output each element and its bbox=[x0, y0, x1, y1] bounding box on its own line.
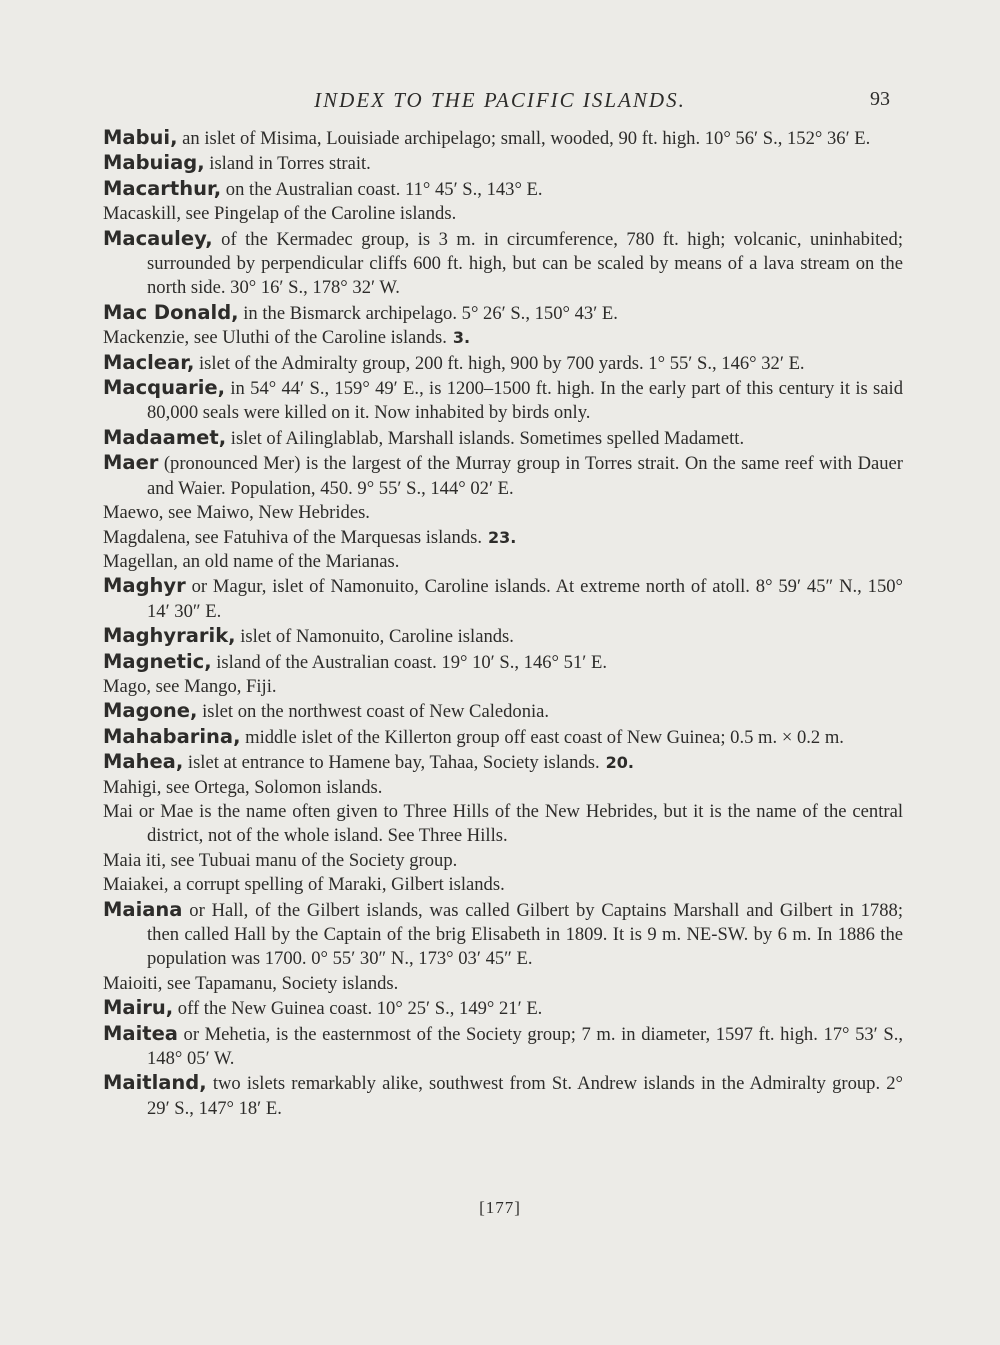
entry-headword: Mahea, bbox=[103, 750, 184, 774]
entry-text: islet on the northwest coast of New Caledonia. bbox=[197, 701, 550, 723]
entry-text: island of the Australian coast. 19° 10′ S., 146° 51′ E. bbox=[211, 651, 607, 673]
running-header: INDEX TO THE PACIFIC ISLANDS. bbox=[314, 88, 686, 112]
entry-text: middle islet of the Killerton group off east coast of New Guinea; 0.5 m. × 0.2 m. bbox=[240, 726, 844, 748]
index-entry bbox=[103, 202, 903, 226]
entry-text: islet of Ailinglablab, Marshall islands. Sometimes spelled Madamett. bbox=[226, 427, 745, 449]
index-entry bbox=[103, 776, 903, 800]
index-entry bbox=[103, 849, 903, 873]
entry-text: (pronounced Mer) is the largest of the Murray group in Torres strait. On the same reef with Dauer and Waier. Population, 450. 9° 55′ S., 144° 02′ E. bbox=[147, 453, 903, 499]
index-entry bbox=[103, 227, 903, 301]
index-entry bbox=[103, 972, 903, 996]
entry-headword: Mackenzie, bbox=[103, 327, 190, 349]
entry-headword: Maiakei, bbox=[103, 874, 169, 896]
index-entry bbox=[103, 151, 903, 176]
entry-headword: Maclear, bbox=[103, 350, 195, 374]
index-entry bbox=[103, 177, 903, 202]
entry-text: see Ortega, Solomon islands. bbox=[161, 776, 383, 798]
index-entry bbox=[103, 699, 903, 724]
entry-headword: Maewo, bbox=[103, 502, 164, 524]
entry-headword: Maia iti, bbox=[103, 849, 166, 871]
entry-text: or Magur, islet of Namonuito, Caroline islands. At extreme north of atoll. 8° 59′ 45″ N., 150° 14′ 30″ E. bbox=[147, 576, 903, 622]
index-entry bbox=[103, 650, 903, 675]
index-entry bbox=[103, 451, 903, 501]
entry-text: island in Torres strait. bbox=[204, 153, 371, 175]
index-entry bbox=[103, 996, 903, 1021]
entry-headword: Madaamet, bbox=[103, 425, 227, 449]
index-entry bbox=[103, 501, 903, 525]
entry-text: a corrupt spelling of Maraki, Gilbert islands. bbox=[168, 874, 505, 896]
entry-headword: Maiana bbox=[103, 897, 183, 921]
entry-text: in the Bismarck archipelago. 5° 26′ S., 150° 43′ E. bbox=[238, 302, 618, 324]
index-entry bbox=[103, 301, 903, 326]
entry-text: see Mango, Fiji. bbox=[151, 675, 277, 697]
entry-text: or Mehetia, is the easternmost of the Society group; 7 m. in diameter, 1597 ft. high. 17° 53′ S., 148° 05′ W. bbox=[147, 1023, 903, 1070]
entry-headword: Macaskill, bbox=[103, 203, 181, 225]
page-number: 93 bbox=[870, 88, 890, 110]
entry-headword: Macarthur, bbox=[103, 176, 222, 200]
entry-text: an old name of the Marianas. bbox=[177, 550, 400, 572]
entry-text: islet of the Admiralty group, 200 ft. high, 900 by 700 yards. 1° 55′ S., 146° 32′ E. bbox=[194, 352, 805, 374]
entry-text: islet of Namonuito, Caroline islands. bbox=[235, 626, 514, 648]
signature-mark: [177] bbox=[479, 1198, 521, 1217]
entry-headword: Mahigi, bbox=[103, 776, 162, 798]
entry-headword: Maitea bbox=[103, 1021, 178, 1045]
entry-headword: Maghyrarik, bbox=[103, 624, 236, 648]
index-entry bbox=[103, 426, 903, 451]
entry-text: see Uluthi of the Caroline islands. bbox=[189, 327, 447, 349]
entry-text: islet at entrance to Hamene bay, Tahaa, Society islands. bbox=[183, 752, 600, 774]
entry-headword: Maitland, bbox=[103, 1071, 207, 1095]
index-entry bbox=[103, 873, 903, 897]
entry-text: see Pingelap of the Caroline islands. bbox=[180, 203, 457, 225]
entry-headword: Maghyr bbox=[103, 574, 186, 598]
index-entry bbox=[103, 550, 903, 574]
entry-headword: Mairu, bbox=[103, 996, 174, 1020]
index-entry bbox=[103, 376, 903, 426]
entry-map-number: 20. bbox=[605, 753, 634, 773]
entry-text: an islet of Misima, Louisiade archipelago; small, wooded, 90 ft. high. 10° 56′ S., 152° 36′ E. bbox=[177, 128, 871, 149]
entry-headword: Maioiti, bbox=[103, 972, 163, 994]
index-entry bbox=[103, 750, 903, 775]
entry-text: see Tubuai manu of the Society group. bbox=[166, 849, 458, 871]
index-entry bbox=[103, 800, 903, 849]
entry-text: in 54° 44′ S., 159° 49′ E., is 1200–1500 ft. high. In the early part of this century it is said 80,000 seals were killed on it. Now inhabited by birds only. bbox=[147, 378, 903, 424]
entry-text: see Tapamanu, Society islands. bbox=[162, 972, 399, 994]
index-entry bbox=[103, 526, 903, 550]
entry-text: on the Australian coast. 11° 45′ S., 143° E. bbox=[221, 178, 543, 200]
index-entry bbox=[103, 898, 903, 972]
index-entry bbox=[103, 1071, 903, 1121]
entry-headword: Magellan, bbox=[103, 550, 178, 572]
index-entry bbox=[103, 126, 903, 151]
entry-headword: Macauley, bbox=[103, 226, 213, 250]
entry-headword: Magnetic, bbox=[103, 649, 212, 673]
index-entry bbox=[103, 326, 903, 350]
entry-text: or Hall, of the Gilbert islands, was called Gilbert by Captains Marshall and Gilbert in 1788; then called Hall by the Captain of the brig Elisabeth in 1809. It is 9 m. NE-SW. by 6 m. In 1886 the population was 1700. 0° 55′ 30″ N., 173° 03′ 45″ E. bbox=[147, 899, 903, 970]
index-entry bbox=[103, 351, 903, 376]
index-entries bbox=[103, 126, 903, 1121]
entry-headword: Macquarie, bbox=[103, 376, 226, 400]
entry-map-number: 3. bbox=[452, 328, 471, 348]
entry-headword: Maer bbox=[103, 451, 159, 475]
entry-headword: Mabuiag, bbox=[103, 151, 205, 175]
entry-text: off the New Guinea coast. 10° 25′ S., 149° 21′ E. bbox=[173, 998, 543, 1020]
entry-text: see Maiwo, New Hebrides. bbox=[163, 502, 370, 524]
entry-headword: Magone, bbox=[103, 699, 198, 723]
entry-map-number: 23. bbox=[488, 527, 517, 547]
entry-headword: Magdalena, bbox=[103, 526, 191, 548]
index-entry bbox=[103, 1022, 903, 1072]
entry-text: two islets remarkably alike, southwest from St. Andrew islands in the Admiralty group. 2° 29′ S., 147° 18′ E. bbox=[147, 1073, 903, 1119]
index-entry bbox=[103, 725, 903, 750]
index-entry bbox=[103, 574, 903, 624]
index-entry bbox=[103, 675, 903, 699]
entry-headword: Mac Donald, bbox=[103, 300, 239, 324]
entry-headword: Mabui, bbox=[103, 126, 178, 149]
entry-headword: Mago, bbox=[103, 675, 152, 697]
entry-headword: Mai bbox=[103, 800, 133, 822]
index-entry bbox=[103, 624, 903, 649]
entry-text: see Fatuhiva of the Marquesas islands. bbox=[190, 526, 483, 548]
entry-headword: Mahabarina, bbox=[103, 724, 241, 748]
entry-text: of the Kermadec group, is 3 m. in circumference, 780 ft. high; volcanic, uninhabited; surrounded by perpendicular cliffs 600 ft. high, but can be scaled by means of a lava stream on the north side. 30° 16′ S., 178° 32′ W. bbox=[147, 228, 903, 299]
entry-text: or Mae is the name often given to Three Hills of the New Hebrides, but it is the name of the central district, not of the whole island. See Three Hills. bbox=[132, 800, 903, 847]
